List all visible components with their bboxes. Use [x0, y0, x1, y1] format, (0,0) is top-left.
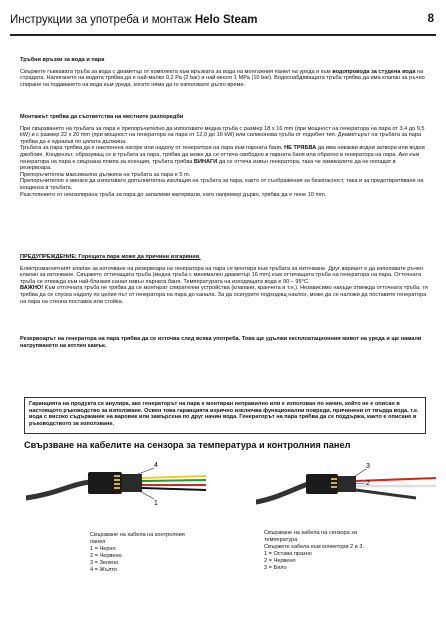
photo-label-1: 1 [154, 500, 158, 507]
regulations-heading: Монтажът трябва да съответства на местните разпоредби [20, 114, 184, 120]
warranty-notice-box [24, 397, 426, 434]
wire-color-item: 3 = Зелено [90, 560, 119, 566]
tank-drain-note: Резервоарът на генератора на пара трябва да се източва след всяка употреба. Това ще удължи експлоатационния живот на уреда и ще намали натрупването на котлен камък. [20, 336, 422, 349]
wire-color-item: 4 = Жълто [90, 567, 118, 573]
header-rule [10, 34, 436, 36]
warning-section [20, 254, 428, 310]
caption-line: панел [90, 539, 106, 545]
photo-label-4: 4 [154, 462, 158, 469]
wire-color-item: 1 = Остава празно [264, 551, 312, 557]
caption-line: Свързване на кабела на сензора за [264, 530, 357, 536]
drain-paragraph: Електромагнитният клапан за източване на резервоара на генератора на пара се монтира към тръбата за източване. Друг вариант е да използвате ръчен клапан за източване. Свържете оттичащата тръба (медна тръба с минимален диаметър 16 mm) към оттичащата тръба на генератора на пара. Отточната тръба се отвежда към най-близкия канал извън парната баня. Температурата на изходящата вода е 90 – 95°C. [20, 265, 423, 285]
wire-color-item: 2 = Червено [90, 553, 122, 559]
page-number: 8 [427, 13, 434, 25]
connector-socket [122, 474, 142, 492]
wire-color-item: 3 = Бяло [264, 565, 287, 571]
control-panel-cable-caption [90, 532, 210, 574]
photo-label-2: 2 [366, 480, 370, 487]
important-paragraph: ВАЖНО! Към отточната тръба не трябва да се монтират спирателни устройства (клапани, кранчета и т.н.). Независимо накъде отвежда отточната тръба, тя трябва да се спуска надолу по целия път от генератора на пара до канала. За да осигурите подходящ наклон, може да се наложи да поставите генератора на пара на стенна поставка или стойка. [20, 285, 428, 305]
temperature-sensor-cable-caption [264, 530, 394, 572]
photo-label-3: 3 [366, 463, 370, 470]
caption-line: Свързване на кабела на контролния [90, 532, 185, 538]
steam-pipe-size-paragraph: При свързването на тръбата за пара е препоръчително да използвате медна тръба с размер 18 х 16 mm (при мощност на генератора на пара от 3,4 до 9,5 kW) и с размер 22 х 20 mm (при мощност на генератора на пара от 12,0 до 16 kW) или силиконова тръба от подобен тип. Диаметърът на тръбата за пара трябва да е еднакъв по цялата дължина. [20, 125, 425, 145]
temperature-sensor-cable-photo [256, 454, 436, 514]
warranty-text: Гаранцията на продукта се анулира, ако генераторът на пара е монтиран неправилно или е използван по начин, който не е описан в настоящото ръководство за използване. Освен това гаранцията изрично изключва функционални повреди, причинени от твърда вода, т.е. вода с високо съдържание на варовик или замърсена по друг начин вода. Генераторът на пара трябва да се поддържа, както е описано в ръководството за използване. [29, 401, 419, 427]
document-title [10, 14, 257, 26]
water-steam-heading: Тръбни връзки за вода и пара [20, 57, 105, 63]
steam-pipe-insulation-paragraph: Препоръчително е винаги да използвате допълнителна изолация на тръбата за пара, както от съображения за безопасност, така и за предотвратяване на кондензa в тръбата. [20, 178, 424, 191]
caption-line: Свържете кабела към конектори 2 и 3. [264, 544, 365, 550]
tank-drain-section [20, 336, 428, 354]
steam-pipe-distance-paragraph: Разстоянието от неизолирана тръба за пара до запалими материали, като например дърво, трябва да е поне 10 mm. [20, 191, 327, 198]
caption-line: температура [264, 537, 298, 543]
water-steam-body: Свържете гъвкавата тръба за вода с диаметър от комплекта към връзката за вода на монтажния панел на уреда и към водопровода за студена вода на страдата. Налягането на водата трябва да е най-малко 0,2 Ра (2 bar) и най-много 1 МРа (10 bar). Водоснабдяващата тръба трябва да има клапан за ръчно спиране на подаването на вода към уреда, когато няма да го използвате дълго време. [20, 68, 425, 88]
steam-pipe-length-paragraph: Препоръчителна максимална дължина на тръбата за пара е 5 m. [20, 171, 191, 178]
cable-section-title: Свързване на кабелите на сензора за температура и контролния панел [24, 440, 351, 450]
title-brand: Helo Steam [194, 14, 258, 26]
title-prefix: Инструкции за употреба и монтаж [10, 14, 192, 26]
steam-pipe-section [20, 114, 428, 198]
control-panel-cable-photo [26, 454, 206, 514]
wire-green [142, 480, 206, 481]
connector-pins [331, 478, 337, 488]
water-steam-connections-section [20, 57, 428, 93]
warning-heading: ПРЕДУПРЕЖДЕНИЕ: Горещата пара може да причини изгаряния. [20, 254, 201, 260]
wire-color-item: 2 = Червено [264, 558, 296, 564]
steam-pipe-slope-paragraph: Тръбата за пара трябва да е наклонена нагоре или надолу от генератора на пара към парната баня, НЕ ТРЯБВА да има никакви водни затвори или водни джобове. Кондензът, образуващ се в тръбата за пара, трябва да може да се оттича свободно в парната баня или обратно в генератора на пара. Ако към генератора на пара е свързана помпа за есенция, тръбата трябва ВИНАГИ да се оттича извън генератора, така че химикалите да не попадат в резервоара. [20, 145, 425, 172]
page-header [10, 14, 436, 30]
wire-color-item: 1 = Черно [90, 546, 116, 552]
